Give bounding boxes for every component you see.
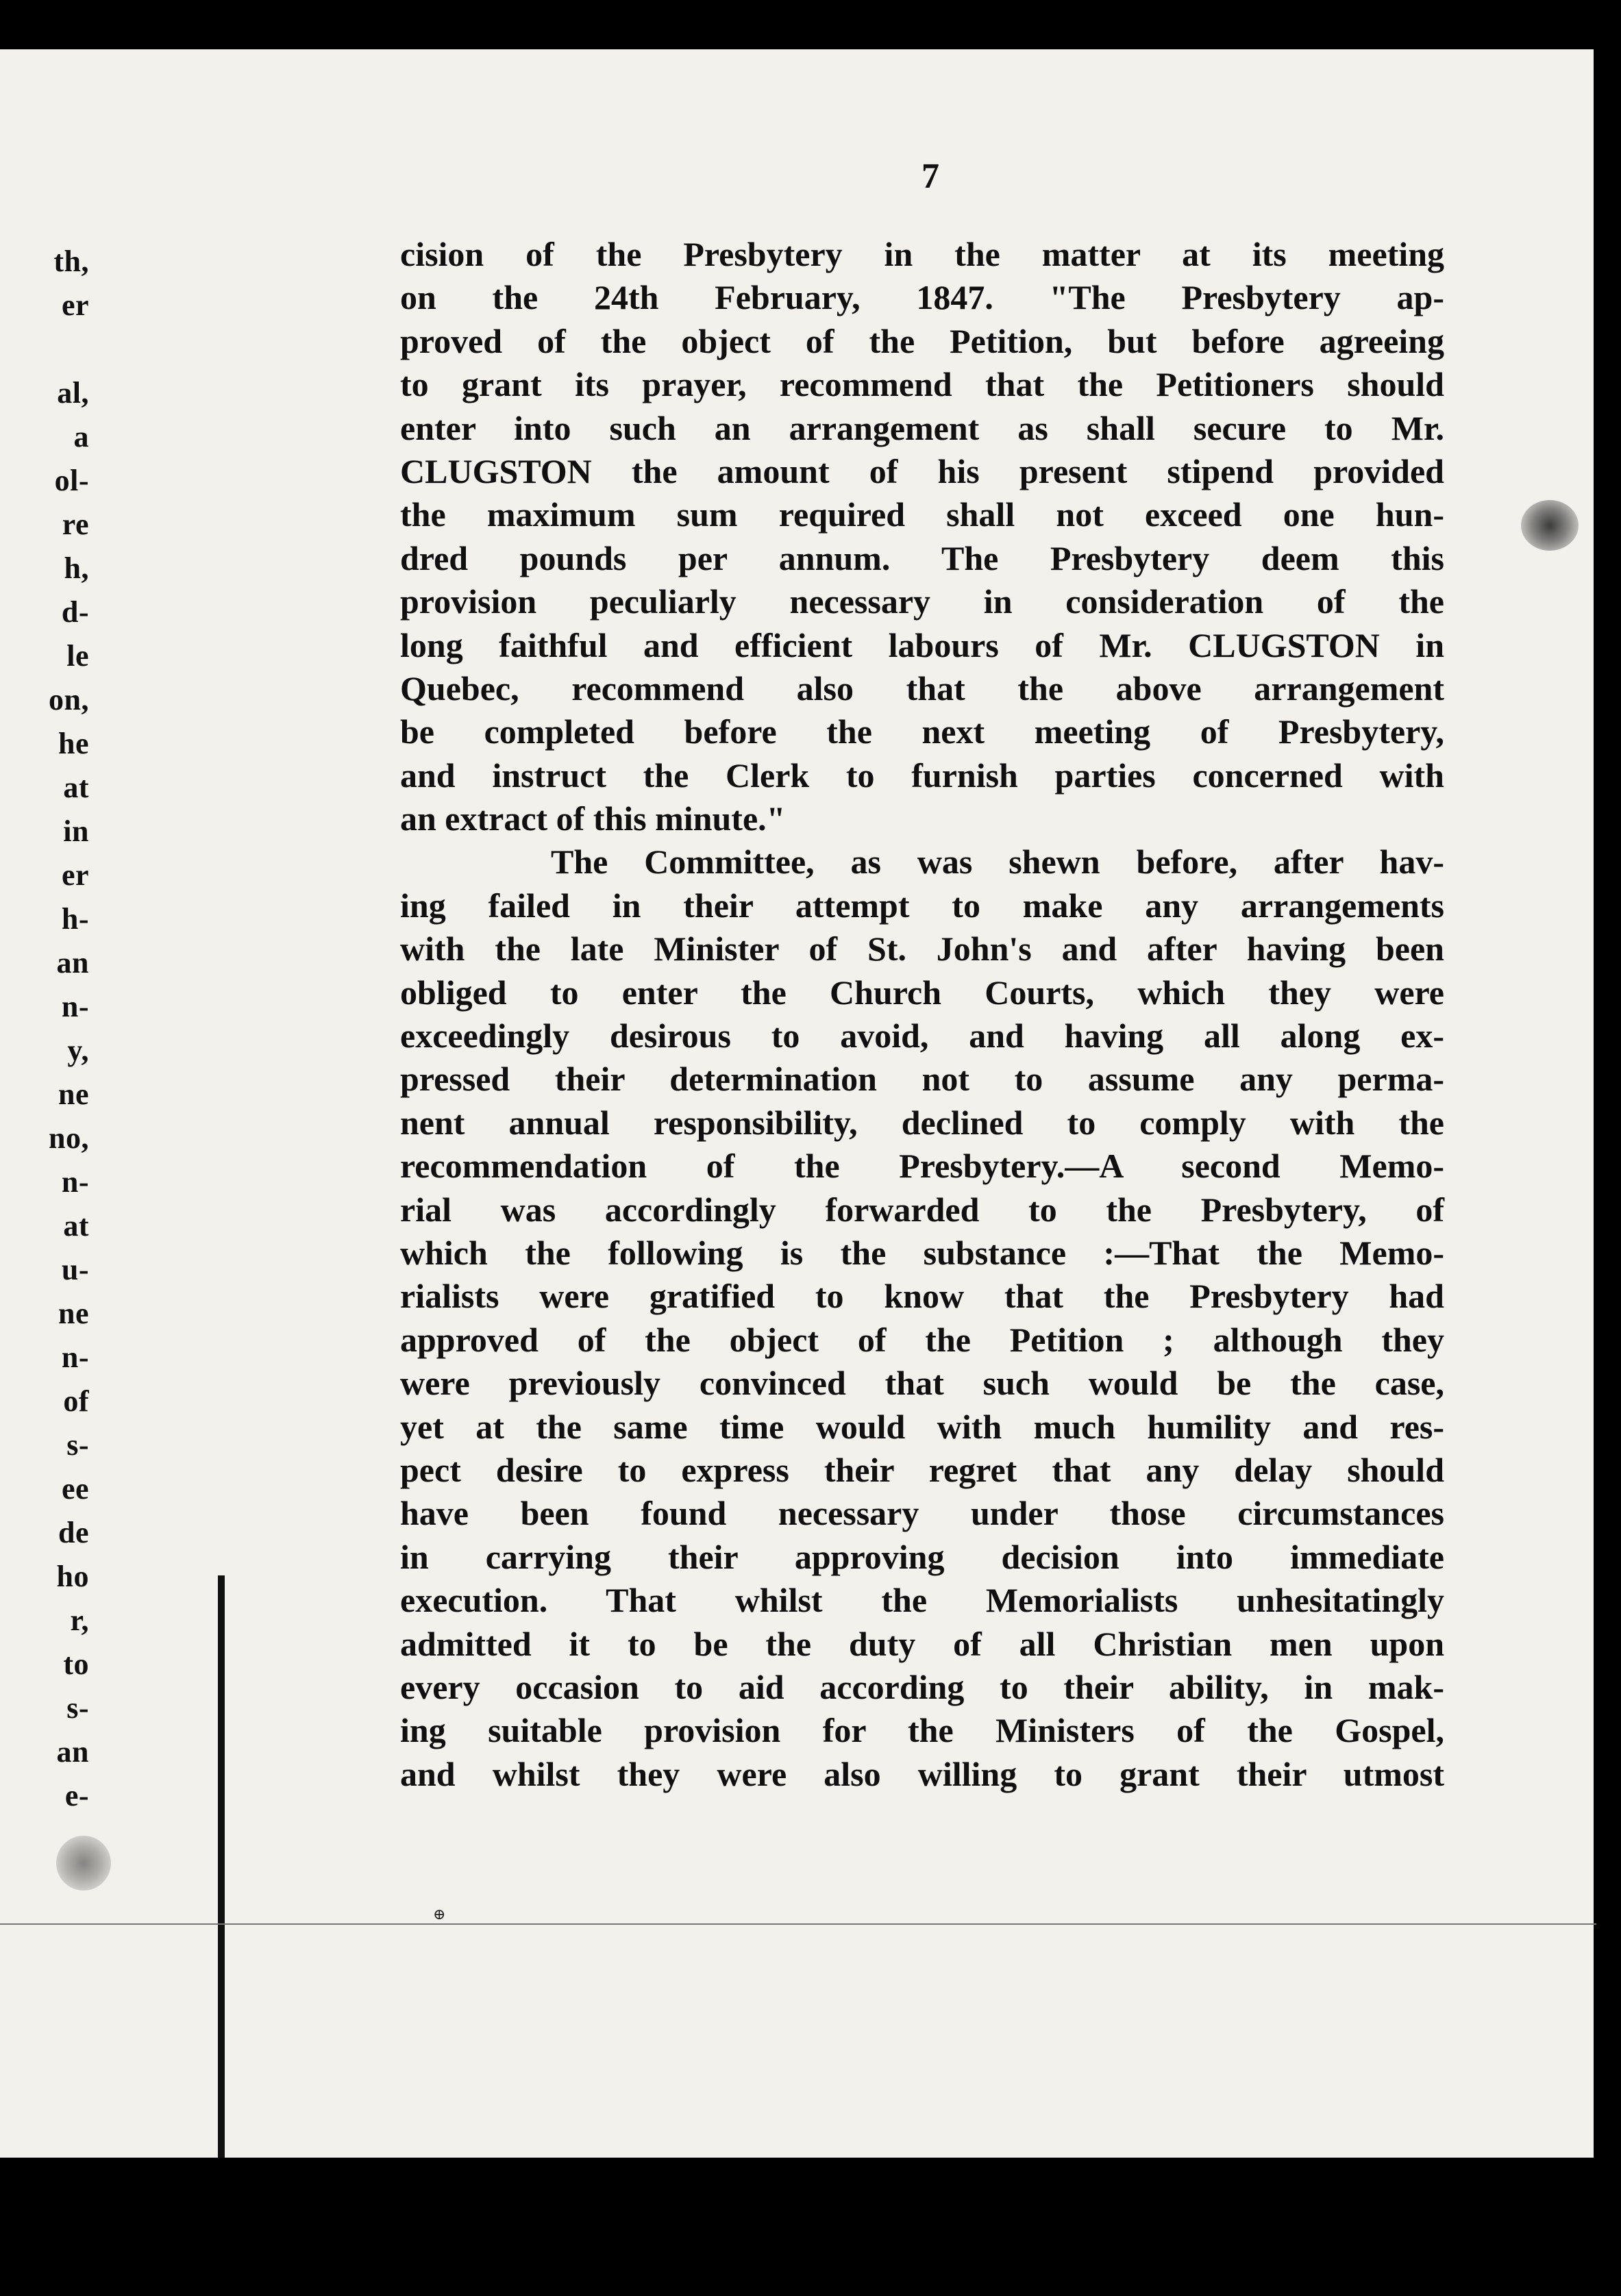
paragraph-start-line: The Committee, as was shewn before, after hav- [551, 843, 1444, 882]
fragment-line: th, [53, 245, 89, 278]
text-line: nent annual responsibility, declined to comply with the [400, 1103, 1444, 1142]
text-line: pressed their determination not to assume any perma- [400, 1060, 1444, 1099]
text-line: have been found necessary under those circumstances [400, 1494, 1444, 1533]
text-line: proved of the object of the Petition, but before agreeing [400, 321, 1444, 360]
text-line: ing suitable provision for the Ministers of the Gospel, [400, 1711, 1444, 1750]
fragment-line: le [66, 639, 89, 673]
fragment-line: h, [64, 551, 89, 585]
fragment-line: of [63, 1384, 89, 1418]
fragment-line: no, [49, 1121, 89, 1155]
text-line: rial was accordingly forwarded to the Presbytery, of [400, 1190, 1444, 1229]
fragment-line: ho [56, 1560, 89, 1593]
fragment-line: ne [58, 1077, 89, 1111]
fragment-line: d- [61, 595, 89, 629]
text-line: recommendation of the Presbytery.—A second Memo- [400, 1147, 1444, 1186]
text-line: with the late Minister of St. John's and after having been [400, 929, 1444, 969]
text-line: cision of the Presbytery in the matter at its meeting [400, 235, 1444, 273]
fragment-line: re [62, 508, 89, 541]
text-line: ing failed in their attempt to make any arrangements [400, 886, 1444, 925]
left-page-fragments [0, 240, 89, 1818]
text-line: enter into such an arrangement as shall secure to Mr. [400, 408, 1444, 447]
text-line: an extract of this minute." [400, 799, 786, 838]
scan-border-bottom [0, 2158, 1621, 2296]
text-line: rialists were gratified to know that the Presbytery had [400, 1277, 1444, 1316]
text-line: and instruct the Clerk to furnish parties concerned with [400, 756, 1444, 795]
text-line: execution. That whilst the Memorialists unhesitatingly [400, 1581, 1444, 1620]
fragment-line: to [63, 1647, 89, 1681]
fragment-line: n- [61, 1165, 89, 1199]
fragment-line: at [63, 771, 89, 804]
text-line: obliged to enter the Church Courts, which they were [400, 973, 1444, 1012]
fragment-line: er [61, 288, 89, 322]
fragment-line [0, 327, 89, 371]
fragment-line: a [73, 420, 89, 453]
fragment-line: e- [64, 1779, 89, 1812]
text-line: in carrying their approving decision into immediate [400, 1537, 1444, 1576]
fragment-line: s- [66, 1691, 89, 1725]
fragment-line: y, [67, 1034, 89, 1067]
fragment-line: h- [61, 902, 89, 936]
fragment-line: on, [49, 683, 89, 716]
fragment-line: r, [70, 1604, 89, 1637]
text-line: which the following is the substance :—That the Memo- [400, 1233, 1444, 1272]
text-line: approved of the object of the Petition ; although they [400, 1320, 1444, 1359]
text-line: be completed before the next meeting of Presbytery, [400, 712, 1444, 751]
text-line: the maximum sum required shall not exceed one hun- [400, 495, 1444, 534]
scan-border-top [0, 0, 1621, 49]
text-line: and whilst they were also willing to grant their utmost [400, 1754, 1444, 1793]
fragment-line: ee [61, 1472, 89, 1506]
fragment-line: er [61, 858, 89, 892]
text-line: long faithful and efficient labours of Mr. CLUGSTON in [400, 625, 1444, 664]
fragment-line: in [63, 814, 89, 848]
text-line: on the 24th February, 1847. "The Presbytery ap- [400, 278, 1444, 317]
text-line: exceedingly desirous to avoid, and having all along ex- [400, 1016, 1444, 1056]
fragment-line: ne [58, 1297, 89, 1330]
text-line: were previously convinced that such would be the case, [400, 1364, 1444, 1403]
fragment-line: he [58, 727, 89, 760]
printer-mark: ⊕ [433, 1906, 446, 1923]
fragment-line: n- [61, 990, 89, 1023]
text-line: yet at the same time would with much humility and res- [400, 1407, 1444, 1446]
ink-smudge [56, 1836, 111, 1891]
body-text [400, 233, 1444, 1796]
page-gutter-line [218, 1575, 225, 2158]
horizontal-rule [0, 1923, 1596, 1925]
fragment-line: de [58, 1516, 89, 1549]
text-line: pect desire to express their regret that any delay should [400, 1450, 1444, 1489]
fragment-line: u- [61, 1253, 89, 1286]
text-line: admitted it to be the duty of all Christian men upon [400, 1624, 1444, 1663]
fragment-line: al, [57, 376, 89, 410]
text-line: Quebec, recommend also that the above arrangement [400, 669, 1444, 708]
fragment-line: s- [66, 1428, 89, 1462]
scan-border-right [1594, 0, 1621, 2296]
text-line: every occasion to aid according to their ability, in mak- [400, 1667, 1444, 1706]
text-line: dred pounds per annum. The Presbytery deem this [400, 538, 1444, 577]
text-line: provision peculiarly necessary in consideration of the [400, 582, 1444, 621]
fragment-line: n- [61, 1340, 89, 1374]
ink-smudge [1521, 500, 1579, 551]
fragment-line: at [63, 1209, 89, 1243]
fragment-line: ol- [54, 464, 89, 497]
fragment-line: an [56, 1735, 89, 1769]
text-line: to grant its prayer, recommend that the Petitioners should [400, 365, 1444, 404]
fragment-line: an [56, 946, 89, 979]
text-line: CLUGSTON the amount of his present stipend provided [400, 451, 1444, 490]
page-number: 7 [921, 157, 939, 196]
